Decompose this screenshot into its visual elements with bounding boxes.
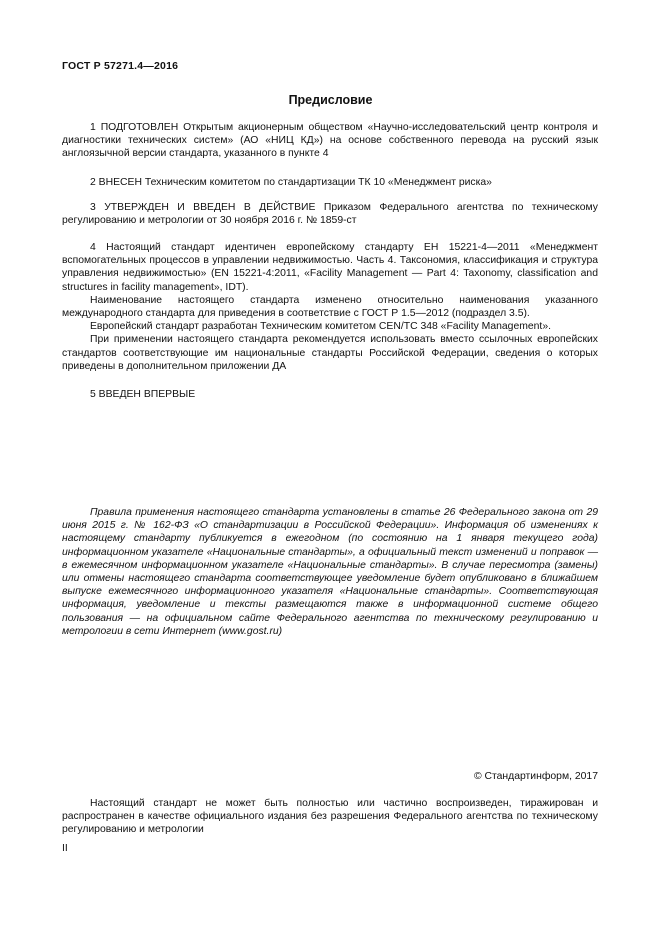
page-title: Предисловие: [288, 93, 373, 107]
standard-code: ГОСТ Р 57271.4—2016: [62, 60, 179, 72]
section-4: [62, 241, 598, 373]
section-1-text: 1 ПОДГОТОВЛЕН Открытым акционерным обществом «Научно-исследовательский центр контроля и диагностики технических систем» (АО «НИЦ КД») на основе собственного перевода на русский язык англоязычной версии стандарта, указанного в пункте 4: [62, 122, 598, 160]
application-rules-notice: [62, 506, 598, 638]
reproduction-text: Настоящий стандарт не может быть полностью или частично воспроизведен, тиражирован и распространен в качестве официального издания без разрешения Федерального агентства по техническому регулированию и метрологии: [62, 798, 598, 836]
section-4-paragraph-3: Европейский стандарт разработан Техническим комитетом CEN/TC 348 «Facility Management».: [90, 321, 551, 333]
section-1: [62, 121, 598, 161]
section-3-text: 3 УТВЕРЖДЕН И ВВЕДЕН В ДЕЙСТВИЕ Приказом Федерального агентства по техническому регулированию и метрологии от 30 ноября 2016 г. № 1859-ст: [62, 202, 598, 227]
page-number: II: [62, 843, 68, 854]
section-4-text: 4 Настоящий стандарт идентичен европейскому стандарту ЕН 15221-4—2011 «Менеджмент вспомогательных процессов в управлении недвижимостью. Часть 4. Таксономия, классификация и структура управления недвижимостью» (EN 15221-4:2011, «Facility Management — Part 4: Taxonomy, classification and structures in facility management», IDT).: [62, 242, 598, 293]
section-3: [62, 201, 598, 227]
section-5: [62, 388, 598, 401]
section-4-paragraph-2: Наименование настоящего стандарта изменено относительно наименования указанного международного стандарта для приведения в соответствие с ГОСТ Р 1.5—2012 (подраздел 3.5).: [62, 294, 598, 320]
section-5-text: 5 ВВЕДЕН ВПЕРВЫЕ: [90, 389, 196, 400]
section-2: [62, 176, 598, 189]
section-4-paragraph-4: При применении настоящего стандарта рекомендуется использовать вместо ссылочных европейских стандартов соответствующие им национальные стандарты Российской Федерации, сведения о которых приведены в дополнительном приложении ДА: [62, 334, 598, 372]
copyright: © Стандартинформ, 2017: [473, 771, 598, 782]
reproduction-notice: [62, 797, 598, 837]
notice-text: Правила применения настоящего стандарта установлены в статье 26 Федерального закона от 29 июня 2015 г. № 162-ФЗ «О стандартизации в Российской Федерации». Информация об изменениях к настоящему стандарту публикуется в ежегодном (по состоянию на 1 января текущего года) информационном указателе «Национальные стандарты», а официальный текст изменений и поправок — в ежемесячном информационном указателе «Национальные стандарты». В случае пересмотра (замены) или отмены настоящего стандарта соответствующее уведомление будет опубликовано в ближайшем выпуске ежемесячного информационного указателя «Национальные стандарты». Соответствующая информация, уведомление и тексты размещаются также в информационной системе общего пользования — на официальном сайте Федерального агентства по техническому регулированию и метрологии в сети Интернет (www.gost.ru): [62, 507, 598, 637]
section-2-text: 2 ВНЕСЕН Техническим комитетом по стандартизации ТК 10 «Менеджмент риска»: [90, 177, 492, 188]
